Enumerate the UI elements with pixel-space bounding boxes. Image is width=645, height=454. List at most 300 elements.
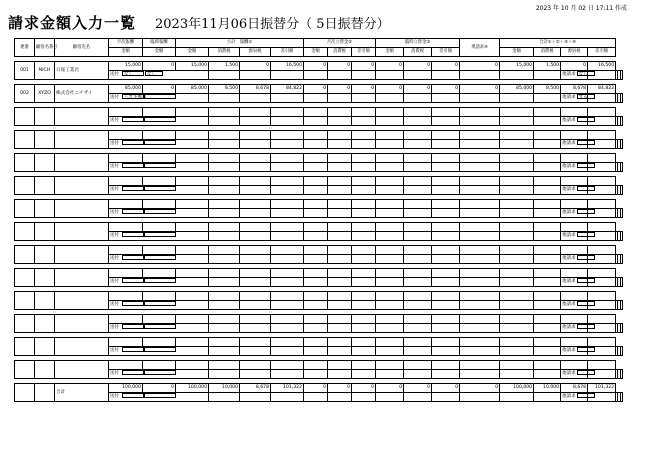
value-temp	[143, 223, 176, 232]
blank-cell	[460, 255, 500, 264]
blank-cell	[376, 163, 404, 172]
send-option-box[interactable]	[144, 94, 176, 99]
value-r3_tax[interactable]: 0	[404, 62, 432, 71]
blank-cell	[209, 163, 240, 172]
value-r2_bill	[352, 131, 376, 140]
blank-cell	[460, 94, 500, 103]
value-r2_bill	[352, 223, 376, 232]
value-t_wh: 8,678	[561, 384, 588, 393]
seq-cell	[15, 223, 35, 241]
name-cell	[55, 108, 109, 126]
value-r3_amount	[376, 246, 404, 255]
seq-cell	[15, 384, 35, 402]
send-method-box[interactable]	[122, 232, 144, 237]
value-temp	[143, 131, 176, 140]
blank-cell	[304, 117, 328, 126]
blank-cell	[432, 163, 460, 172]
blank-cell	[500, 209, 534, 218]
value-r3_bill[interactable]: 0	[432, 85, 460, 94]
send-method-box[interactable]	[122, 163, 144, 168]
blank-cell	[432, 71, 460, 80]
value-s_tax[interactable]: 8,500	[209, 85, 240, 94]
value-r2_tax: 0	[328, 384, 352, 393]
other-billing-box[interactable]	[577, 255, 595, 260]
send-option-box[interactable]	[144, 140, 176, 145]
value-r2_amount	[304, 315, 328, 324]
blank-cell	[240, 278, 271, 287]
other-billing-box[interactable]	[577, 163, 595, 168]
blank-cell	[404, 186, 432, 195]
blank-cell	[500, 94, 534, 103]
value-s_tax	[209, 246, 240, 255]
value-r3_tax[interactable]: 0	[404, 85, 432, 94]
value-t_tax	[534, 338, 561, 347]
blank-cell	[376, 140, 404, 149]
send-option-box[interactable]: なし	[145, 71, 163, 76]
table-row	[15, 223, 623, 232]
value-r3_bill	[432, 361, 460, 370]
value-r2_tax	[328, 154, 352, 163]
blank-cell	[328, 209, 352, 218]
value-s_tax	[209, 108, 240, 117]
blank-cell	[271, 324, 304, 333]
blank-cell	[209, 370, 240, 379]
send-method-box[interactable]	[122, 347, 144, 352]
value-s_wh[interactable]: 8,678	[240, 85, 271, 94]
blank-cell	[376, 370, 404, 379]
value-t_wh	[561, 200, 588, 209]
value-r2_tax	[328, 131, 352, 140]
blank-cell	[432, 255, 460, 264]
value-r2_bill	[352, 154, 376, 163]
blank-cell	[352, 140, 376, 149]
blank-cell	[352, 278, 376, 287]
send-option-box[interactable]	[144, 278, 176, 283]
blank-cell	[404, 347, 432, 356]
value-r3_amount	[376, 177, 404, 186]
send-cell	[109, 278, 209, 287]
send-method-box[interactable]	[122, 278, 144, 283]
value-s_amount	[176, 338, 209, 347]
blank-cell	[209, 278, 240, 287]
value-s_wh	[240, 154, 271, 163]
blank-cell	[534, 209, 561, 218]
blank-cell	[534, 347, 561, 356]
value-s_amount	[176, 292, 209, 301]
send-option-box[interactable]	[144, 117, 176, 122]
blank-cell	[304, 94, 328, 103]
seq-cell	[15, 269, 35, 287]
value-r3_bill	[432, 200, 460, 209]
other-billing-cell	[561, 232, 588, 241]
blank-cell	[432, 140, 460, 149]
value-other	[460, 246, 500, 255]
header-name: 顧客先名	[55, 39, 109, 57]
value-r2_bill: 0	[352, 384, 376, 393]
other-billing-box[interactable]	[577, 278, 595, 283]
value-s_tax[interactable]: 1,500	[209, 62, 240, 71]
other-billing-cell	[561, 94, 588, 103]
blank-cell	[209, 255, 240, 264]
value-r2_amount	[304, 154, 328, 163]
value-s_bill[interactable]: 84,822	[271, 85, 304, 94]
value-r3_amount	[376, 269, 404, 278]
code-cell: XYZO	[35, 85, 55, 103]
blank-cell	[240, 94, 271, 103]
name-cell	[55, 223, 109, 241]
value-r3_tax	[404, 292, 432, 301]
value-t_amount[interactable]: 85,000	[500, 85, 534, 94]
value-other[interactable]: 0	[460, 62, 500, 71]
blank-cell	[500, 278, 534, 287]
value-s_amount	[176, 200, 209, 209]
seq-cell	[15, 154, 35, 172]
value-other	[460, 108, 500, 117]
table-row	[15, 62, 623, 71]
blank-cell	[209, 94, 240, 103]
blank-cell	[209, 347, 240, 356]
name-cell	[55, 361, 109, 379]
header-other: 奥請求④	[460, 39, 500, 57]
send-method-box[interactable]	[122, 301, 144, 306]
blank-cell	[620, 278, 622, 287]
other-billing-box[interactable]	[577, 301, 595, 306]
other-billing-cell	[561, 255, 588, 264]
other-billing-box[interactable]	[577, 209, 595, 214]
code-cell	[35, 315, 55, 333]
blank-cell	[500, 117, 534, 126]
value-other	[460, 131, 500, 140]
value-t_tax	[534, 177, 561, 186]
seq-cell	[15, 108, 35, 126]
value-s_bill[interactable]: 16,500	[271, 62, 304, 71]
table-row	[15, 177, 623, 186]
value-r2_amount	[304, 361, 328, 370]
send-label: 送付	[110, 371, 119, 376]
other-billing-label: 他請求	[562, 302, 576, 307]
send-cell	[109, 255, 209, 264]
value-temp	[143, 315, 176, 324]
value-r2_bill	[352, 315, 376, 324]
value-r3_tax	[404, 200, 432, 209]
send-cell	[109, 163, 209, 172]
blank-cell	[240, 186, 271, 195]
blank-cell	[328, 370, 352, 379]
code-cell	[35, 338, 55, 356]
value-s_tax	[209, 131, 240, 140]
other-billing-box[interactable]: なし	[577, 71, 595, 76]
send-label: 送付	[110, 394, 119, 399]
send-option-box[interactable]	[144, 232, 176, 237]
send-cell	[109, 347, 209, 356]
value-s_tax	[209, 200, 240, 209]
send-method-box[interactable]: なし	[122, 71, 144, 76]
value-r2_amount	[304, 338, 328, 347]
blank-cell	[620, 163, 622, 172]
blank-cell	[271, 301, 304, 310]
value-t_bill	[588, 246, 616, 255]
value-t_tax	[534, 200, 561, 209]
header-billing: 差引額	[271, 48, 304, 57]
send-option-box[interactable]	[144, 347, 176, 352]
blank-cell	[328, 324, 352, 333]
value-r2_amount[interactable]: 0	[304, 62, 328, 71]
blank-cell	[534, 232, 561, 241]
send-method-box[interactable]	[122, 117, 144, 122]
seq-cell	[15, 177, 35, 195]
value-r3_bill	[432, 246, 460, 255]
table-row	[15, 108, 623, 117]
other-billing-box[interactable]	[577, 393, 595, 398]
value-temp	[143, 177, 176, 186]
blank-cell	[209, 186, 240, 195]
other-billing-box[interactable]	[577, 324, 595, 329]
value-s_bill	[271, 200, 304, 209]
table-row	[15, 200, 623, 209]
value-t_tax: 10,000	[534, 384, 561, 393]
send-method-box[interactable]	[122, 140, 144, 145]
send-label: 送付	[110, 210, 119, 215]
value-r3_tax	[404, 223, 432, 232]
blank-cell	[240, 324, 271, 333]
blank-cell	[240, 140, 271, 149]
value-r3_bill	[432, 338, 460, 347]
send-cell	[109, 370, 209, 379]
value-t_bill[interactable]: 16,500	[588, 62, 616, 71]
table-row	[15, 315, 623, 324]
blank-cell	[432, 209, 460, 218]
send-method-box[interactable]	[122, 186, 144, 191]
send-method-box[interactable]	[122, 393, 144, 398]
value-t_amount	[500, 315, 534, 324]
other-billing-box[interactable]	[577, 140, 595, 145]
value-r3_amount: 0	[376, 384, 404, 393]
other-billing-label: 他請求	[562, 210, 576, 215]
value-t_amount	[500, 246, 534, 255]
value-s_amount[interactable]: 85,000	[176, 85, 209, 94]
value-monthly	[109, 361, 143, 370]
code-cell	[35, 361, 55, 379]
name-cell	[55, 315, 109, 333]
blank-cell	[500, 370, 534, 379]
value-s_wh	[240, 177, 271, 186]
value-t_wh[interactable]: 8,678	[561, 85, 588, 94]
value-r2_tax	[328, 315, 352, 324]
value-r2_amount[interactable]: 0	[304, 85, 328, 94]
send-method-box[interactable]	[122, 209, 144, 214]
value-t_tax	[534, 246, 561, 255]
value-t_bill[interactable]: 84,822	[588, 85, 616, 94]
value-r3_amount[interactable]: 0	[376, 62, 404, 71]
blank-cell	[304, 278, 328, 287]
blank-cell	[209, 301, 240, 310]
value-s_amount	[176, 154, 209, 163]
send-label: 送付	[110, 141, 119, 146]
header-billing: 差引額	[588, 48, 616, 57]
value-r3_amount	[376, 338, 404, 347]
name-cell	[55, 154, 109, 172]
value-s_amount[interactable]: 15,000	[176, 62, 209, 71]
value-s_tax	[209, 361, 240, 370]
blank-cell	[271, 278, 304, 287]
header-code: 顧客名番号	[35, 39, 55, 57]
value-monthly[interactable]: 15,000	[109, 62, 143, 71]
send-cell	[109, 94, 209, 103]
blank-cell	[460, 186, 500, 195]
value-t_bill	[588, 108, 616, 117]
header-reimb3: 臨時立替金③	[376, 39, 460, 48]
value-other	[460, 200, 500, 209]
blank-cell	[240, 71, 271, 80]
blank-cell	[404, 140, 432, 149]
seq-cell	[15, 246, 35, 264]
value-monthly	[109, 200, 143, 209]
send-option-box[interactable]	[144, 209, 176, 214]
value-t_bill	[588, 223, 616, 232]
value-s_wh	[240, 108, 271, 117]
value-monthly	[109, 292, 143, 301]
value-t_tax	[534, 315, 561, 324]
value-t_amount[interactable]: 15,000	[500, 62, 534, 71]
send-label: 送付	[110, 118, 119, 123]
value-t_bill	[588, 315, 616, 324]
send-option-box[interactable]	[144, 186, 176, 191]
other-billing-box[interactable]	[577, 232, 595, 237]
other-billing-box[interactable]	[577, 370, 595, 375]
other-billing-box[interactable]	[577, 347, 595, 352]
value-t_bill	[588, 154, 616, 163]
value-r3_bill	[432, 315, 460, 324]
value-s_wh[interactable]: 0	[240, 62, 271, 71]
blank-cell	[620, 186, 622, 195]
value-r2_bill	[352, 269, 376, 278]
value-r3_bill[interactable]: 0	[432, 62, 460, 71]
value-r2_tax	[328, 292, 352, 301]
blank-cell	[432, 278, 460, 287]
value-s_bill	[271, 246, 304, 255]
send-method-box[interactable]	[122, 370, 144, 375]
blank-cell	[352, 347, 376, 356]
send-cell	[109, 186, 209, 195]
send-option-box[interactable]	[144, 255, 176, 260]
value-temp[interactable]: 0	[143, 62, 176, 71]
value-r3_tax	[404, 131, 432, 140]
blank-cell	[352, 301, 376, 310]
value-r2_tax[interactable]: 0	[328, 62, 352, 71]
value-r2_tax	[328, 223, 352, 232]
value-s_wh	[240, 131, 271, 140]
send-option-box[interactable]	[144, 370, 176, 375]
value-t_amount	[500, 108, 534, 117]
value-other[interactable]: 0	[460, 85, 500, 94]
blank-cell	[304, 255, 328, 264]
value-r2_bill[interactable]: 0	[352, 85, 376, 94]
other-billing-box[interactable]	[577, 186, 595, 191]
value-s_amount	[176, 108, 209, 117]
value-r2_bill[interactable]: 0	[352, 62, 376, 71]
blank-cell	[620, 117, 622, 126]
value-monthly[interactable]: 85,000	[109, 85, 143, 94]
value-t_tax[interactable]: 1,500	[534, 62, 561, 71]
blank-cell	[460, 324, 500, 333]
value-t_wh[interactable]: 0	[561, 62, 588, 71]
send-method-box[interactable]	[122, 255, 144, 260]
value-temp	[143, 154, 176, 163]
value-r2_tax[interactable]: 0	[328, 85, 352, 94]
blank-cell	[271, 94, 304, 103]
name-cell	[55, 200, 109, 218]
value-r3_amount	[376, 200, 404, 209]
blank-cell	[534, 117, 561, 126]
page-subtitle: 2023年11月06日振替分（ 5日振替分）	[155, 17, 390, 32]
send-method-box[interactable]: ハガキ郵送	[124, 95, 147, 100]
seq-cell	[15, 338, 35, 356]
value-r3_tax	[404, 177, 432, 186]
value-s_tax	[209, 177, 240, 186]
name-cell	[55, 177, 109, 195]
other-billing-box[interactable]	[577, 117, 595, 122]
blank-cell	[304, 186, 328, 195]
value-r2_amount	[304, 292, 328, 301]
value-r3_amount	[376, 315, 404, 324]
send-option-box[interactable]	[144, 163, 176, 168]
blank-cell	[240, 163, 271, 172]
send-option-box[interactable]	[144, 393, 176, 398]
value-r3_tax	[404, 361, 432, 370]
blank-cell	[404, 324, 432, 333]
value-r2_bill	[352, 200, 376, 209]
other-billing-label: 他請求	[562, 164, 576, 169]
value-t_tax[interactable]: 8,500	[534, 85, 561, 94]
blank-cell	[404, 370, 432, 379]
value-s_tax	[209, 154, 240, 163]
value-s_amount	[176, 131, 209, 140]
other-billing-box[interactable]: する	[577, 94, 595, 99]
send-option-box[interactable]	[144, 301, 176, 306]
value-s_bill	[271, 177, 304, 186]
value-monthly	[109, 246, 143, 255]
table-row	[15, 384, 623, 393]
name-cell	[55, 292, 109, 310]
value-s_tax	[209, 292, 240, 301]
other-billing-cell	[561, 140, 588, 149]
value-r3_bill	[432, 177, 460, 186]
value-s_bill	[271, 338, 304, 347]
blank-cell	[534, 255, 561, 264]
send-method-box[interactable]	[122, 324, 144, 329]
blank-cell	[328, 94, 352, 103]
value-t_amount	[500, 338, 534, 347]
value-r3_amount[interactable]: 0	[376, 85, 404, 94]
other-billing-cell	[561, 347, 588, 356]
blank-cell	[620, 324, 622, 333]
blank-cell	[534, 163, 561, 172]
blank-cell	[304, 370, 328, 379]
value-r2_tax	[328, 338, 352, 347]
blank-cell	[620, 393, 622, 402]
blank-cell	[432, 393, 460, 402]
send-option-box[interactable]	[144, 324, 176, 329]
value-temp[interactable]: 0	[143, 85, 176, 94]
blank-cell	[240, 209, 271, 218]
blank-cell	[328, 232, 352, 241]
created-timestamp: 2023 年 10 月 02 日 17:11 作成	[535, 5, 627, 12]
blank-cell	[460, 370, 500, 379]
value-r3_amount	[376, 131, 404, 140]
blank-cell	[304, 301, 328, 310]
blank-cell	[352, 232, 376, 241]
other-billing-cell	[561, 71, 588, 80]
